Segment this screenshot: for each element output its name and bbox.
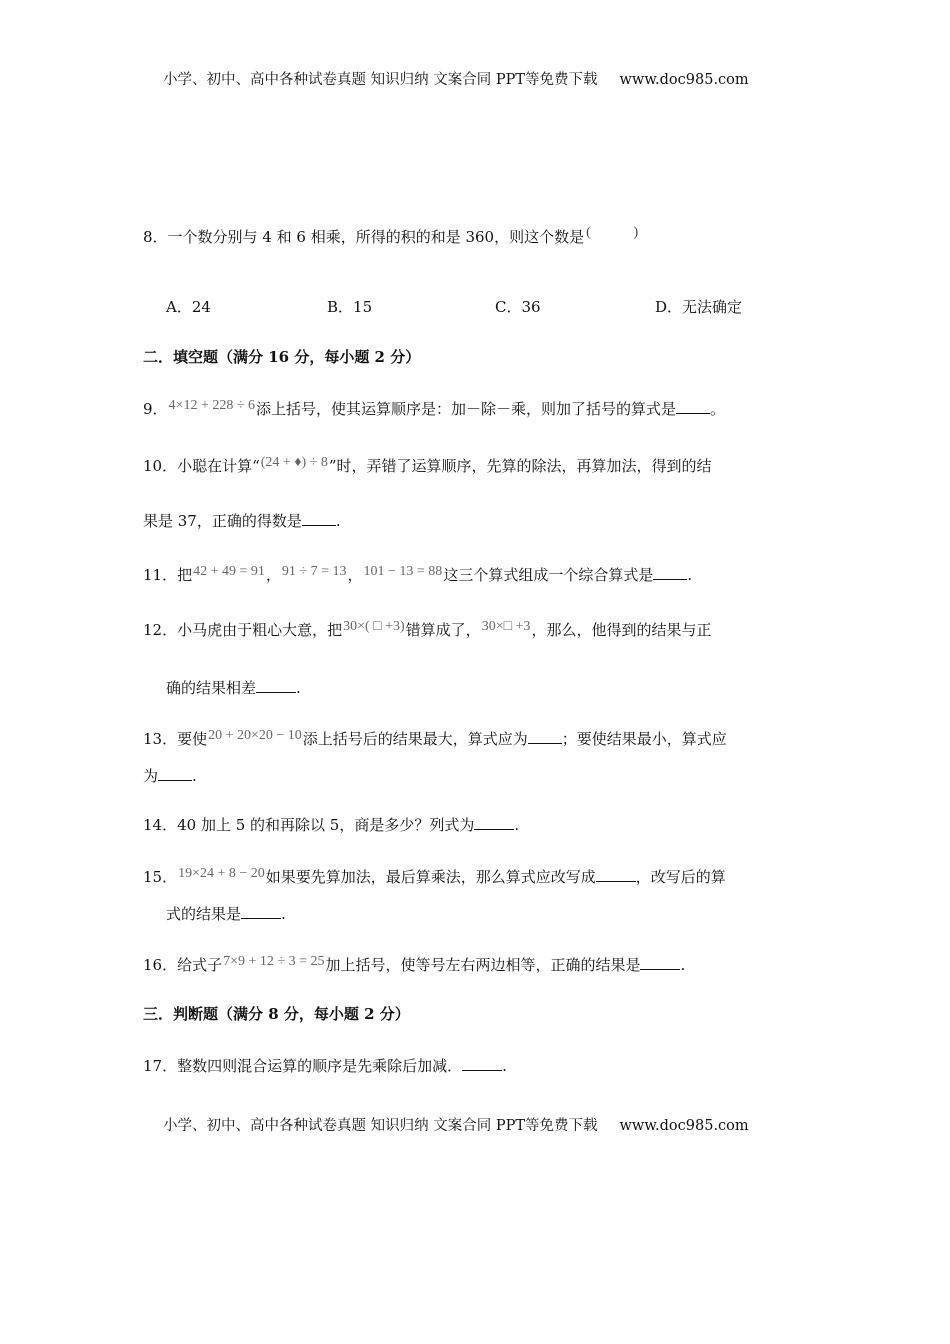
q15-math: 19×24 + 8 − 20 [178,866,265,881]
q14-blank [474,815,514,830]
q15-number: 15． [143,868,178,886]
q13-line2-text: 为 [143,767,159,785]
q10-line2-text: 果是 37，正确的得数是 [143,512,302,530]
q12-line2-text: 确的结果相差 [166,679,257,697]
q12-number: 12．小马虎由于粗心大意，把 [143,621,343,639]
q15-text-2: ，改写后的算 [635,868,726,886]
q12-math-2: 30×□ +3 [481,619,531,634]
q12-text-1: 错算成了， [405,621,481,639]
q15-blank-2 [241,904,281,919]
option-c: C．36 [495,298,541,316]
option-b: B．15 [327,298,373,316]
question-17: 17．整数四则混合运算的顺序是先乘除后加减． . [143,1057,507,1075]
q13-text-1: 添上括号后的结果最大，算式应为 [302,730,528,748]
question-15 [143,867,726,889]
question-9: 9．4×12 + 228 ÷ 6添上括号，使其运算顺序是：加－除－乘，则加了括号的算式是 。 [143,398,726,418]
answer-parentheses: ( ) [586,225,639,240]
q11-number: 11．把 [143,566,193,584]
q11-math-1: 42 + 49 = 91 [193,564,265,579]
q15-text-1: 如果要先算加法，最后算乘法，那么算式应改写成 [265,868,596,886]
question-12 [143,620,711,642]
q11-blank [653,565,687,580]
section-3-title: 三．判断题（满分 8 分，每小题 2 分） [143,1005,410,1023]
q11-math-3: 101 − 13 = 88 [363,564,443,579]
question-8 [143,227,638,249]
q14-text: 14．40 加上 5 的和再除以 5，商是多少？列式为 [143,816,475,834]
q16-math: 7×9 + 12 ÷ 3 = 25 [223,954,325,969]
question-14: 14．40 加上 5 的和再除以 5，商是多少？列式为 . [143,816,520,834]
question-16: 16．给式子7×9 + 12 ÷ 3 = 25加上括号，使等号左右两边相等，正确的结果是 . [143,954,686,974]
q13-text-2: ；要使结果最小，算式应 [561,730,727,748]
header-url: www.doc985.com [619,72,749,88]
q8-text: 8．一个数分别与 4 和 6 相乘，所得的积的和是 360，则这个数是 [143,228,585,246]
q9-math: 4×12 + 228 ÷ 6 [168,398,256,413]
page-footer [163,1116,749,1136]
q13-math: 20 + 20×20 − 10 [208,728,302,743]
q11-math-2: 91 ÷ 7 = 13 [281,564,347,579]
q13-blank-2 [158,766,192,781]
option-d: D．无法确定 [655,298,743,316]
page-header [163,70,749,90]
question-10-line2: 果是 37，正确的得数是 . [143,512,341,530]
q12-text-2: ，那么，他得到的结果与正 [531,621,712,639]
question-13 [143,729,727,751]
q17-text: 17．整数四则混合运算的顺序是先乘除后加减． [143,1057,463,1075]
q16-text: 加上括号，使等号左右两边相等，正确的结果是 [325,956,641,974]
q9-text: 添上括号，使其运算顺序是：加－除－乘，则加了括号的算式是 [256,400,677,418]
q12-blank [256,678,296,693]
q13-blank-1 [528,729,562,744]
q9-blank [676,399,710,414]
q15-line2-text: 式的结果是 [166,905,242,923]
q16-blank [640,955,680,970]
q16-number: 16．给式子 [143,956,223,974]
question-13-line2: 为 . [143,767,197,785]
section-2-title: 二．填空题（满分 16 分，每小题 2 分） [143,348,421,366]
q10-text: ”时，弄错了运算顺序，先算的除法，再算加法，得到的结 [328,457,712,475]
question-11: 11．把42 + 49 = 91，91 ÷ 7 = 13，101 − 13 = 88这三个算式组成一个综合算式是 . [143,564,693,584]
question-12-line2: 确的结果相差 . [166,679,301,697]
header-text: 小学、初中、高中各种试卷真题 知识归纳 文案合同 PPT等免费下载 [163,72,598,88]
q13-number: 13．要使 [143,730,208,748]
question-15-line2: 式的结果是 . [166,905,286,923]
q12-math-1: 30×( □ +3) [343,619,405,634]
footer-text: 小学、初中、高中各种试卷真题 知识归纳 文案合同 PPT等免费下载 [163,1118,598,1134]
q9-number: 9． [143,400,168,418]
question-10 [143,456,711,478]
q15-blank-1 [596,867,636,882]
q10-number: 10．小聪在计算“ [143,457,260,475]
option-a: A．24 [166,298,211,316]
q17-blank [462,1056,502,1071]
q10-math: (24 + ♦) ÷ 8 [260,455,328,470]
footer-url: www.doc985.com [619,1118,749,1134]
q10-blank [302,511,336,526]
q11-text: 这三个算式组成一个综合算式是 [443,566,654,584]
